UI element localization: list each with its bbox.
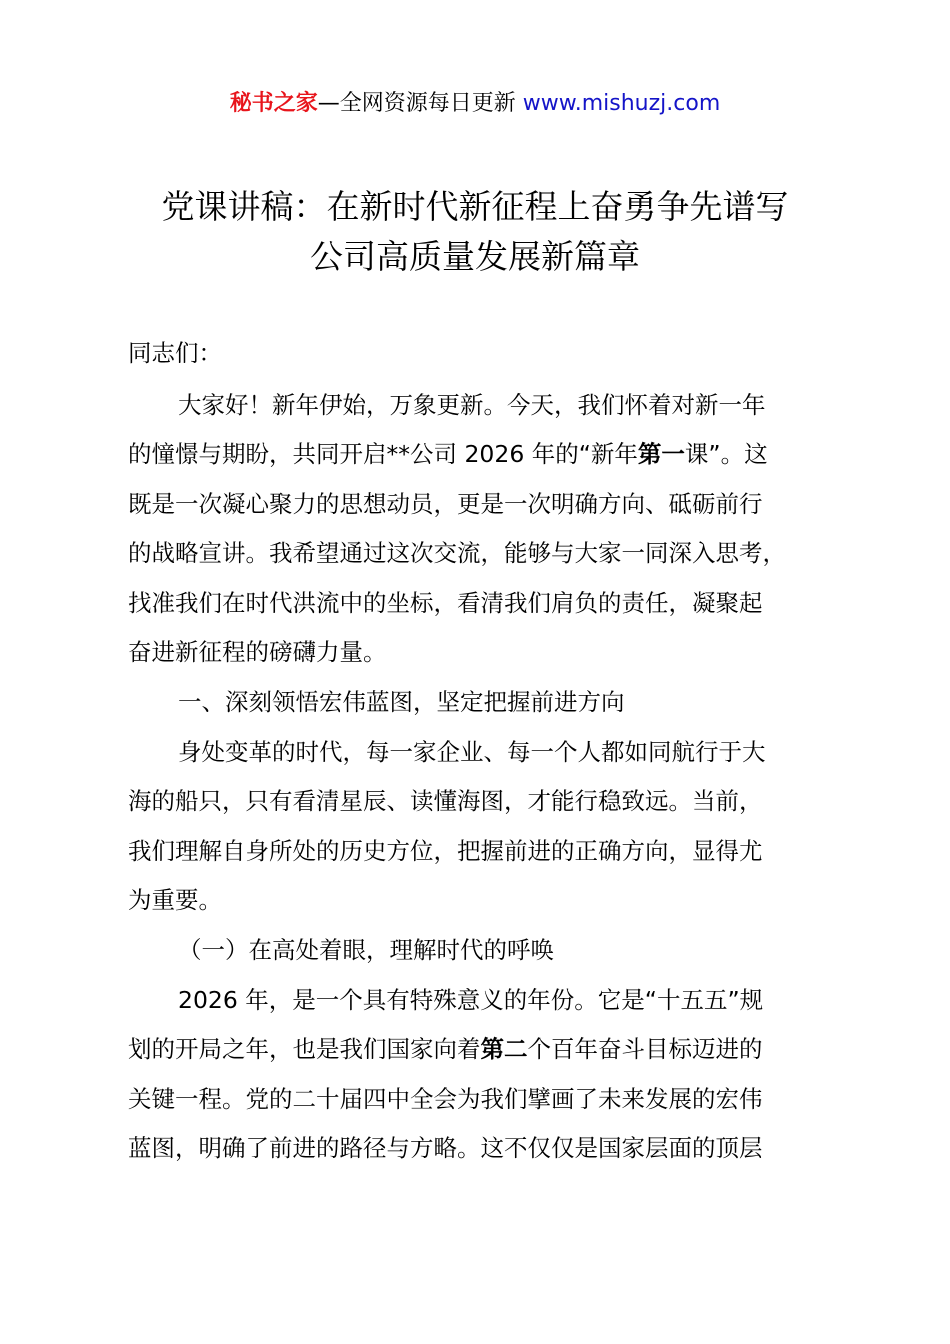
section-heading: 一、深刻领悟宏伟蓝图，坚定把握前进方向 — [178, 688, 625, 716]
document-title — [0, 182, 950, 282]
paragraph-line — [128, 1032, 763, 1066]
paragraph-line: 我们理解自身所处的历史方位，把握前进的正确方向，显得尤 — [128, 837, 763, 865]
text-run: 的憧憬与期盼，共同开启**公司 2026 年的“新年 — [128, 440, 638, 468]
title-line-1: 党课讲稿：在新时代新征程上奋勇争先谱写 — [161, 187, 789, 226]
text-run: 划的开局之年，也是我们国家向着 — [128, 1035, 481, 1063]
paragraph-line: 蓝图，明确了前进的路径与方略。这不仅仅是国家层面的顶层 — [128, 1134, 763, 1162]
paragraph-line: 大家好！新年伊始，万象更新。今天，我们怀着对新一年 — [178, 391, 766, 419]
banner-slogan: —全网资源每日更新 — [317, 91, 523, 116]
paragraph-line: 为重要。 — [128, 886, 222, 914]
paragraph-line: 奋进新征程的磅礴力量。 — [128, 638, 387, 666]
text-run: 课”。这 — [684, 440, 768, 468]
site-banner — [0, 88, 950, 120]
bold-text-run: 第二 — [480, 1035, 528, 1063]
bold-text-run: 第一 — [637, 440, 685, 468]
paragraph-line: 既是一次凝心聚力的思想动员，更是一次明确方向、砥砺前行 — [128, 490, 763, 518]
subsection-heading: （一）在高处着眼，理解时代的呼唤 — [178, 936, 554, 964]
text-run: 个百年奋斗目标迈进的 — [527, 1035, 763, 1063]
paragraph-line: 海的船只，只有看清星辰、读懂海图，才能行稳致远。当前， — [128, 787, 763, 815]
paragraph-line — [128, 437, 768, 471]
paragraph-line: 2026 年，是一个具有特殊意义的年份。它是“十五五”规 — [178, 986, 764, 1014]
paragraph-line: 关键一程。党的二十届四中全会为我们擘画了未来发展的宏伟 — [128, 1085, 763, 1113]
title-line-2: 公司高质量发展新篇章 — [310, 237, 640, 276]
brand-name: 秘书之家 — [229, 91, 318, 116]
paragraph-line: 的战略宣讲。我希望通过这次交流，能够与大家一同深入思考， — [128, 539, 786, 567]
site-url-link[interactable]: www.mishuzj.com — [522, 91, 721, 116]
paragraph-line: 找准我们在时代洪流中的坐标，看清我们肩负的责任，凝聚起 — [128, 589, 763, 617]
salutation: 同志们： — [128, 339, 222, 367]
paragraph-line: 身处变革的时代，每一家企业、每一个人都如同航行于大 — [178, 738, 766, 766]
